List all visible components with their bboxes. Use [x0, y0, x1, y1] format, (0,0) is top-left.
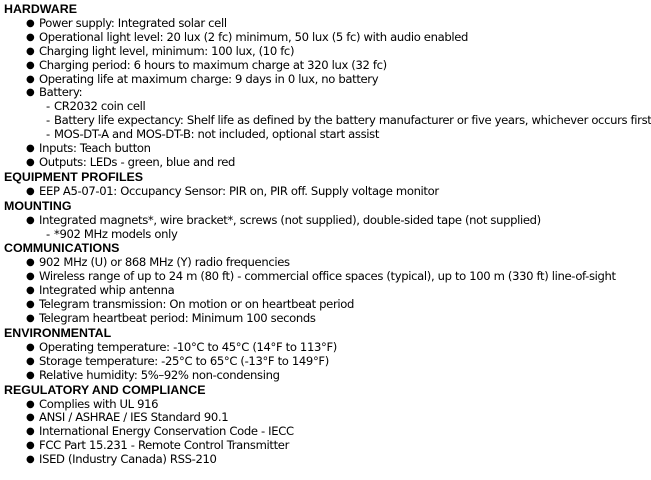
section-regulatory-and-compliance — [4, 383, 570, 467]
bullet-marker: ● — [26, 185, 35, 197]
list-item — [4, 411, 570, 425]
list-item — [4, 398, 570, 412]
list-item — [4, 355, 570, 369]
bullet-marker: ● — [26, 257, 35, 269]
section-heading: ENVIRONMENTAL — [4, 325, 112, 340]
list-item — [4, 31, 570, 45]
list-item — [4, 453, 570, 467]
bullet-marker: ● — [26, 271, 35, 283]
list-item-text: Charging period: 6 hours to maximum charge at 320 lux (32 fc) — [39, 57, 387, 72]
list-item — [4, 269, 616, 284]
bullet-marker: ● — [26, 73, 35, 85]
list-item-text: Telegram heartbeat period: Minimum 100 seconds — [39, 311, 316, 326]
sub-list-item — [4, 228, 570, 242]
bullet-marker: ● — [26, 143, 35, 155]
list-item — [4, 256, 570, 270]
list-item-text: CR2032 coin cell — [54, 99, 146, 114]
bullet-marker: ● — [26, 214, 35, 226]
list-item-text: Integrated whip antenna — [39, 283, 175, 298]
list-item — [4, 142, 570, 156]
bullet-marker: ● — [26, 341, 35, 353]
list-item-text: MOS-DT-A and MOS-DT-B: not included, optional start assist — [54, 127, 380, 142]
list-item-text: *902 MHz models only — [54, 226, 178, 241]
list-item-text: Outputs: LEDs - green, blue and red — [39, 154, 236, 169]
list-item-text: ISED (Industry Canada) RSS-210 — [39, 452, 217, 467]
list-item-text: EEP A5-07-01: Occupancy Sensor: PIR on, PIR off. Supply voltage monitor — [39, 183, 439, 198]
list-item-text: FCC Part 15.231 - Remote Control Transmitter — [39, 438, 289, 453]
list-item-text: ANSI / ASHRAE / IES Standard 90.1 — [39, 410, 229, 425]
list-item — [4, 214, 570, 228]
bullet-marker: ● — [26, 31, 35, 43]
section-hardware — [4, 2, 651, 170]
section-heading: EQUIPMENT PROFILES — [4, 169, 144, 184]
bullet-marker: ● — [26, 426, 35, 438]
list-item — [4, 86, 570, 100]
bullet-marker: ● — [26, 87, 35, 99]
list-item-text: Operational light level: 20 lux (2 fc) minimum, 50 lux (5 fc) with audio enabled — [39, 29, 468, 44]
sub-list-item — [4, 128, 570, 142]
list-item — [4, 341, 570, 355]
section-communications — [4, 241, 616, 326]
section-equipment-profiles — [4, 170, 570, 199]
list-item — [4, 439, 570, 453]
bullet-marker: ● — [26, 45, 35, 57]
bullet-marker: ● — [26, 299, 35, 311]
bullet-marker: ● — [26, 313, 35, 325]
bullet-marker: ● — [26, 355, 35, 367]
bullet-marker: ● — [26, 285, 35, 297]
list-item-text: Integrated magnets*, wire bracket*, screws (not supplied), double-sided tape (not supplied) — [39, 212, 541, 227]
bullet-marker: ● — [26, 18, 35, 29]
dash-marker: - — [46, 113, 50, 128]
bullet-marker: ● — [26, 454, 35, 466]
list-item-text: Power supply: Integrated solar cell — [39, 16, 227, 30]
bullet-marker: ● — [26, 440, 35, 452]
list-item — [4, 156, 570, 170]
section-environmental — [4, 326, 570, 383]
section-heading: REGULATORY AND COMPLIANCE — [4, 382, 206, 397]
list-item — [4, 312, 570, 326]
section-mounting — [4, 199, 570, 242]
section-heading: MOUNTING — [4, 198, 72, 213]
list-item-text: Storage temperature: -25°C to 65°C (-13°F to 149°F) — [39, 353, 329, 368]
list-item — [4, 425, 570, 439]
list-item-text: Telegram transmission: On motion or on heartbeat period — [39, 297, 354, 312]
list-item — [4, 59, 570, 73]
list-item-text: International Energy Conservation Code - IECC — [39, 424, 294, 439]
section-heading: COMMUNICATIONS — [4, 241, 120, 256]
list-item-text: Inputs: Teach button — [39, 141, 151, 156]
dash-marker: - — [46, 99, 50, 114]
list-item-text: Operating life at maximum charge: 9 days in 0 lux, no battery — [39, 71, 379, 86]
list-item — [4, 369, 570, 383]
bullet-marker: ● — [26, 398, 35, 410]
section-heading: HARDWARE — [4, 2, 77, 16]
list-item-text: Complies with UL 916 — [39, 396, 159, 411]
list-item — [4, 45, 570, 59]
bullet-marker: ● — [26, 156, 35, 168]
list-item — [4, 73, 570, 87]
bullet-marker: ● — [26, 412, 35, 424]
list-item-text: 902 MHz (U) or 868 MHz (Y) radio frequencies — [39, 255, 290, 270]
dash-marker: - — [46, 127, 50, 142]
sub-list-item — [4, 113, 651, 128]
bullet-marker: ● — [26, 59, 35, 71]
list-item — [4, 17, 570, 31]
sub-list-item — [4, 100, 570, 114]
list-item-text: Charging light level, minimum: 100 lux, (10 fc) — [39, 43, 295, 58]
list-item-text: Battery life expectancy: Shelf life as defined by the battery manufacturer or five years, whichever occurs first — [54, 113, 651, 128]
list-item — [4, 284, 570, 298]
list-item-text: Wireless range of up to 24 m (80 ft) - commercial office spaces (typical), up to 100 m (330 ft) line-of-sight — [39, 269, 616, 284]
list-item-text: Battery: — [39, 85, 83, 100]
dash-marker: - — [46, 226, 50, 241]
list-item — [4, 298, 570, 312]
list-item — [4, 185, 570, 199]
list-item-text: Operating temperature: -10°C to 45°C (14°F to 113°F) — [39, 339, 337, 354]
bullet-marker: ● — [26, 369, 35, 381]
list-item-text: Relative humidity: 5%–92% non-condensing — [39, 367, 280, 382]
